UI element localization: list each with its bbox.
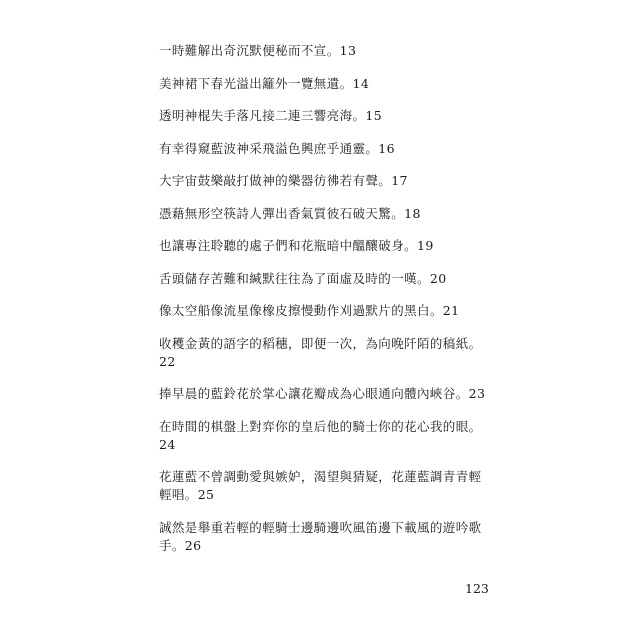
poem-line: 捧早晨的藍鈴花於掌心讓花瓣成為心眼通向體內峽谷。23 bbox=[159, 386, 486, 401]
poem-line: 一時難解出奇沉默便秘而不宣。13 bbox=[159, 43, 357, 58]
poem-line: 大宇宙鼓樂敲打做神的樂器彷彿若有聲。17 bbox=[159, 173, 408, 188]
page-number: 123 bbox=[465, 581, 489, 596]
poem-line: 透明神棍失手落凡接二連三響亮海。15 bbox=[159, 108, 383, 123]
poem-line: 在時間的棋盤上對弈你的皇后他的騎士你的花心我的眼。24 bbox=[159, 418, 482, 452]
poem-line: 憑藉無形空筷詩人彈出香氣質彼石破天驚。18 bbox=[159, 205, 421, 221]
poem-lines bbox=[159, 42, 489, 569]
poem-line: 有幸得窺藍波神采飛溢色興庶乎通靈。16 bbox=[159, 140, 396, 156]
poem-line: 誠然是舉重若輕的輕騎士邊騎邊吹風笛邊下載風的遊吟歌手。26 bbox=[159, 519, 482, 553]
poem-line: 花蓮藍不曾調動愛與嫉妒，渴望與猜疑，花蓮藍調青青輕輕唱。25 bbox=[159, 469, 482, 502]
poem-line: 也讓專注聆聽的處子們和花瓶暗中醞釀破身。19 bbox=[159, 238, 434, 253]
poem-line: 美神裙下春光溢出籬外一覽無遺。14 bbox=[159, 75, 370, 91]
poem-line: 收穫金黃的語字的稻穗，即便一次，為向晚阡陌的稿紙。22 bbox=[159, 335, 482, 369]
poem-line: 像太空船像流星像橡皮擦慢動作刈過默片的黑白。21 bbox=[159, 303, 460, 318]
poem-line: 舌頭儲存苦難和緘默往往為了面虛及時的一嘆。20 bbox=[159, 270, 447, 286]
